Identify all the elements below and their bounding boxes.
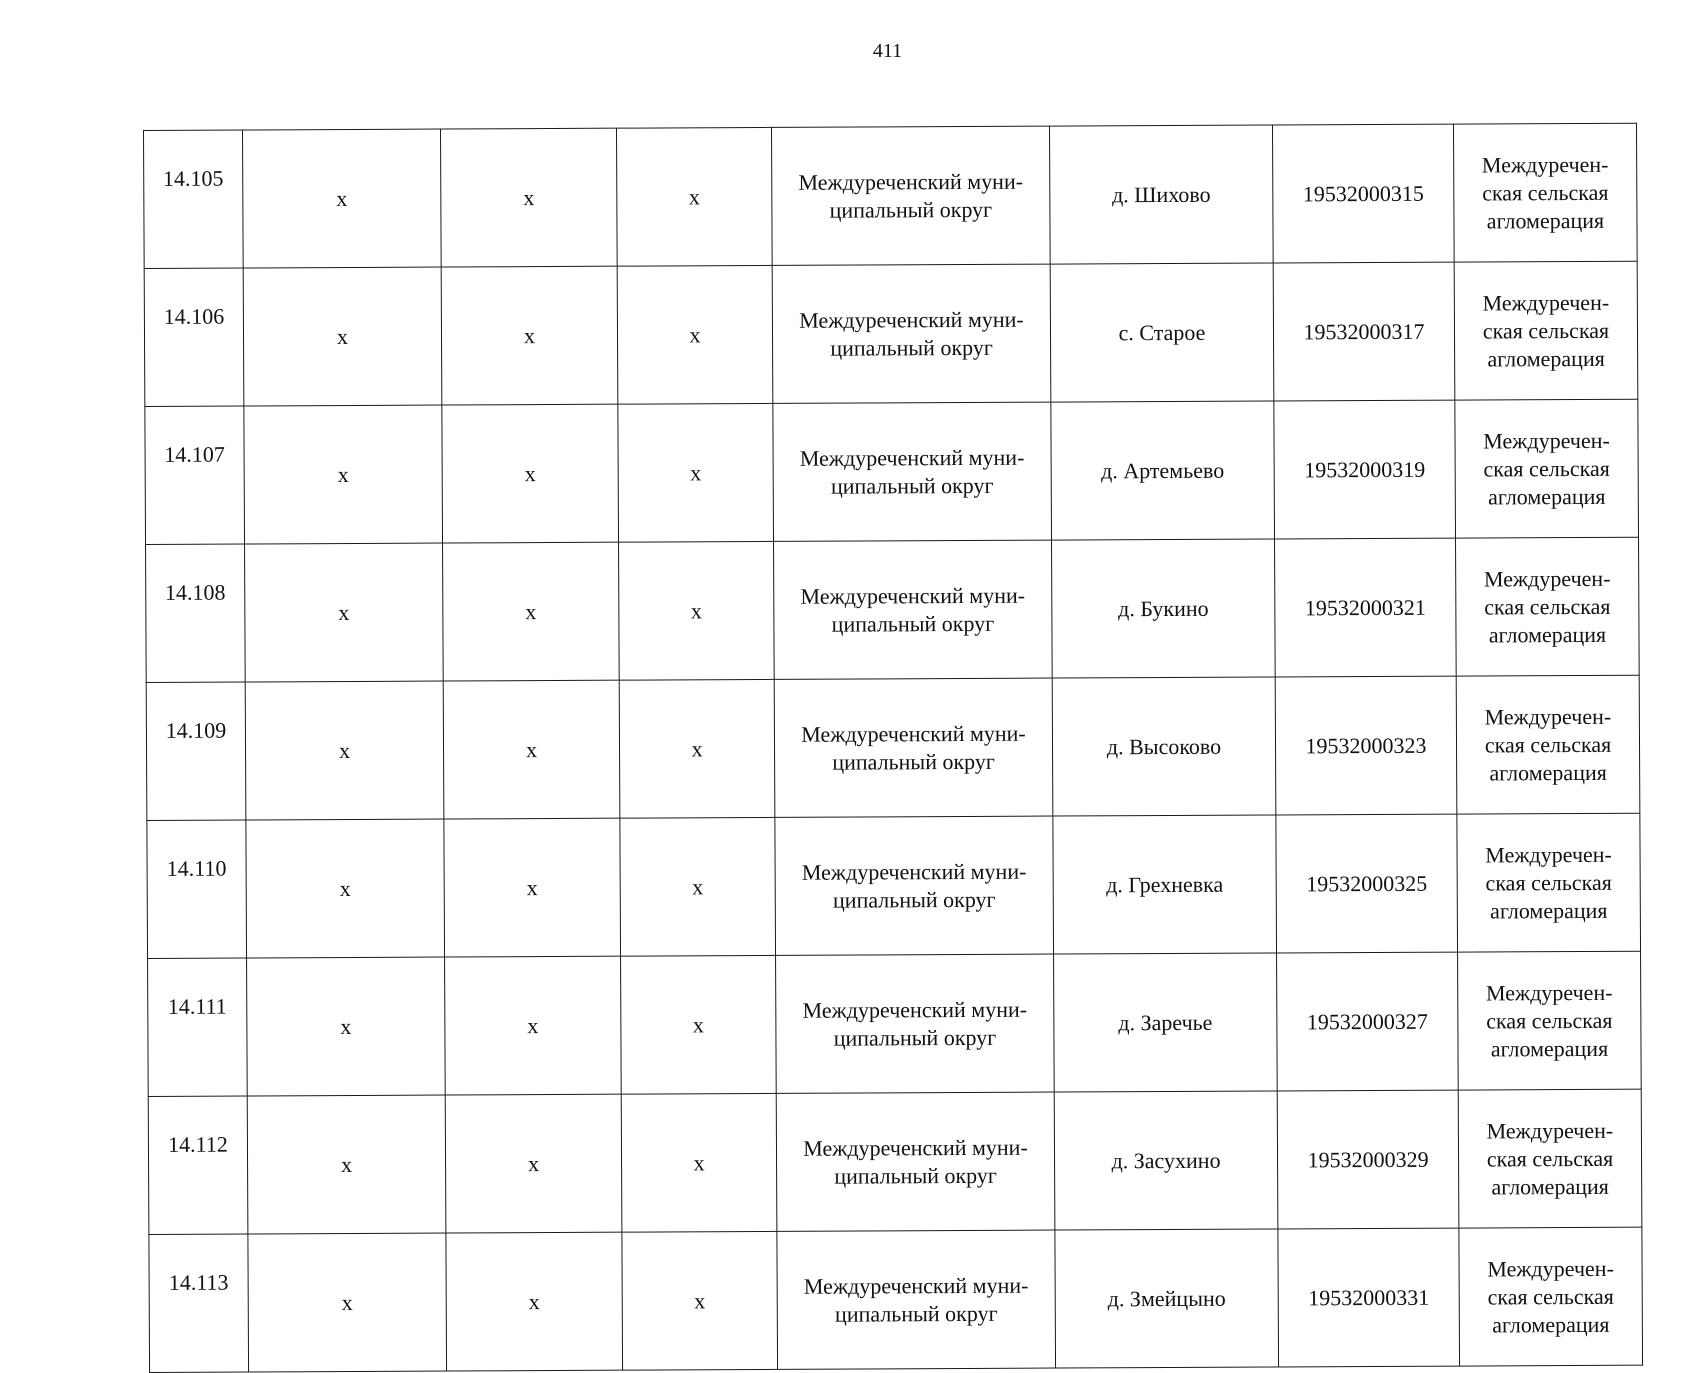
agglomeration-cell-line: ская сельская	[1484, 731, 1612, 757]
agglomeration-cell-line: Междуречен-	[1482, 289, 1610, 315]
row-number-cell: 14.105	[144, 130, 244, 268]
oktmo-code-cell: 19532000329	[1277, 1090, 1459, 1229]
district-cell-line: Междуреченский муни-	[801, 720, 1026, 747]
table-row	[145, 399, 1639, 544]
row-number-cell: 14.109	[146, 682, 246, 820]
district-cell-line: ципальный округ	[832, 886, 996, 913]
district-cell	[771, 126, 1050, 265]
district-cell-line: Междуреченский муни-	[801, 858, 1027, 885]
agglomeration-cell-line: ская сельская	[1482, 179, 1609, 205]
row-number-cell: 14.106	[144, 268, 244, 406]
agglomeration-cell	[1454, 261, 1638, 400]
row-number-cell: 14.107	[145, 406, 245, 544]
agglomeration-cell-line: Междуречен-	[1483, 565, 1611, 591]
row-number-cell: 14.108	[146, 544, 246, 682]
agglomeration-cell	[1459, 1227, 1643, 1366]
agglomeration-cell	[1455, 399, 1639, 538]
agglomeration-cell-line: ская сельская	[1483, 455, 1610, 481]
district-cell-line: ципальный округ	[833, 1024, 997, 1051]
agglomeration-cell	[1453, 123, 1637, 262]
mark-cell-2: x	[444, 818, 621, 957]
mark-cell-1: x	[243, 129, 442, 268]
locality-cell: с. Старое	[1050, 263, 1274, 402]
agglomeration-cell-line: Междуречен-	[1485, 841, 1612, 867]
agglomeration-cell	[1456, 537, 1640, 676]
district-cell-line: Междуреченский муни-	[803, 1134, 1028, 1161]
agglomeration-cell-line: агломерация	[1492, 1311, 1610, 1337]
agglomeration-cell	[1456, 675, 1640, 814]
mark-cell-3: x	[620, 817, 776, 956]
agglomeration-cell-line: агломерация	[1488, 621, 1607, 647]
table-row	[148, 1089, 1642, 1234]
mark-cell-3: x	[621, 1093, 777, 1232]
agglomeration-cell-line: Междуречен-	[1485, 979, 1613, 1005]
mark-cell-2: x	[443, 542, 620, 681]
mark-cell-3: x	[617, 265, 773, 404]
row-number-cell: 14.113	[149, 1234, 249, 1372]
agglomeration-cell-line: ская сельская	[1485, 869, 1612, 895]
row-number-cell: 14.110	[147, 820, 247, 958]
oktmo-code-cell: 19532000323	[1275, 676, 1457, 815]
locality-cell: д. Грехневка	[1053, 815, 1277, 954]
agglomeration-cell-line: агломерация	[1487, 345, 1605, 371]
mark-cell-2: x	[445, 956, 622, 1095]
oktmo-code-cell: 19532000325	[1276, 814, 1458, 953]
district-cell	[774, 678, 1053, 817]
district-cell-line: ципальный округ	[834, 1300, 998, 1327]
mark-cell-1: x	[248, 1233, 447, 1372]
agglomeration-cell-line: агломерация	[1491, 1173, 1609, 1199]
mark-cell-1: x	[243, 267, 442, 406]
mark-cell-3: x	[621, 955, 777, 1094]
district-cell-line: ципальный округ	[834, 1162, 997, 1189]
mark-cell-1: x	[245, 543, 444, 682]
district-cell-line: ципальный округ	[830, 334, 993, 361]
oktmo-code-cell: 19532000317	[1273, 262, 1455, 401]
agglomeration-cell	[1458, 1089, 1642, 1228]
mark-cell-1: x	[247, 957, 446, 1096]
mark-cell-3: x	[619, 679, 775, 818]
agglomeration-cell-line: Междуречен-	[1486, 1117, 1614, 1143]
district-cell	[776, 954, 1055, 1093]
mark-cell-1: x	[245, 681, 444, 820]
district-cell-line: ципальный округ	[829, 196, 993, 223]
district-cell	[774, 540, 1053, 679]
agglomeration-cell-line: Междуречен-	[1484, 703, 1612, 729]
district-cell-line: ципальный округ	[832, 748, 995, 775]
agglomeration-cell-line: ская сельская	[1486, 1007, 1613, 1033]
district-cell-line: Междуреченский муни-	[800, 582, 1026, 609]
mark-cell-3: x	[616, 127, 772, 266]
agglomeration-cell-line: ская сельская	[1484, 593, 1611, 619]
table-row	[149, 1227, 1643, 1372]
oktmo-code-cell: 19532000327	[1277, 952, 1459, 1091]
oktmo-code-cell: 19532000331	[1278, 1228, 1460, 1367]
agglomeration-cell	[1458, 951, 1642, 1090]
agglomeration-cell-line: Междуречен-	[1487, 1255, 1614, 1281]
mark-cell-2: x	[445, 1094, 622, 1233]
locality-cell: д. Заречье	[1054, 953, 1278, 1092]
district-cell	[776, 1092, 1055, 1231]
locality-cell: д. Букино	[1052, 539, 1276, 678]
settlements-table	[143, 123, 1643, 1373]
agglomeration-cell-line: ская сельская	[1482, 317, 1610, 343]
district-cell	[773, 402, 1052, 541]
agglomeration-cell-line: агломерация	[1486, 207, 1605, 233]
district-cell	[777, 1230, 1056, 1369]
oktmo-code-cell: 19532000321	[1275, 538, 1457, 677]
locality-cell: д. Засухино	[1054, 1091, 1278, 1230]
mark-cell-2: x	[441, 266, 618, 405]
district-cell-line: Междуреченский муни-	[803, 1272, 1029, 1299]
agglomeration-cell-line: агломерация	[1490, 897, 1608, 923]
district-cell	[775, 816, 1054, 955]
oktmo-code-cell: 19532000315	[1272, 124, 1454, 263]
table-row	[147, 813, 1641, 958]
agglomeration-cell	[1457, 813, 1641, 952]
district-cell-line: ципальный округ	[831, 610, 995, 637]
mark-cell-2: x	[443, 680, 620, 819]
table-row	[146, 675, 1640, 820]
mark-cell-1: x	[247, 1095, 446, 1234]
row-number-cell: 14.112	[148, 1096, 248, 1234]
district-cell-line: Междуреченский муни-	[802, 996, 1028, 1023]
agglomeration-cell-line: агломерация	[1490, 1035, 1609, 1061]
oktmo-code-cell: 19532000319	[1274, 400, 1456, 539]
table-row	[144, 261, 1638, 406]
table-row	[144, 123, 1638, 268]
agglomeration-cell-line: ская сельская	[1486, 1145, 1614, 1171]
locality-cell: д. Змейцыно	[1055, 1229, 1279, 1368]
agglomeration-cell-line: агломерация	[1488, 483, 1606, 509]
row-number-cell: 14.111	[148, 958, 248, 1096]
district-cell-line: Междуреченский муни-	[798, 168, 1024, 195]
mark-cell-3: x	[622, 1231, 778, 1370]
mark-cell-1: x	[244, 405, 443, 544]
agglomeration-cell-line: ская сельская	[1487, 1283, 1614, 1309]
mark-cell-1: x	[246, 819, 445, 958]
agglomeration-cell-line: Междуречен-	[1481, 151, 1609, 177]
district-cell-line: Междуреченский муни-	[799, 444, 1025, 471]
district-cell-line: ципальный округ	[830, 472, 994, 499]
locality-cell: д. Шихово	[1049, 125, 1273, 264]
mark-cell-3: x	[618, 403, 774, 542]
table-body	[144, 123, 1643, 1372]
agglomeration-cell-line: агломерация	[1489, 759, 1607, 785]
mark-cell-2: x	[446, 1232, 623, 1371]
agglomeration-cell-line: Междуречен-	[1483, 427, 1610, 453]
mark-cell-3: x	[619, 541, 775, 680]
mark-cell-2: x	[440, 128, 617, 267]
table-row	[148, 951, 1642, 1096]
mark-cell-2: x	[442, 404, 619, 543]
locality-cell: д. Артемьево	[1051, 401, 1275, 540]
locality-cell: д. Высоково	[1052, 677, 1276, 816]
page-number: 411	[872, 40, 903, 62]
table-row	[146, 537, 1640, 682]
district-cell	[772, 264, 1051, 403]
district-cell-line: Междуреченский муни-	[799, 306, 1024, 333]
